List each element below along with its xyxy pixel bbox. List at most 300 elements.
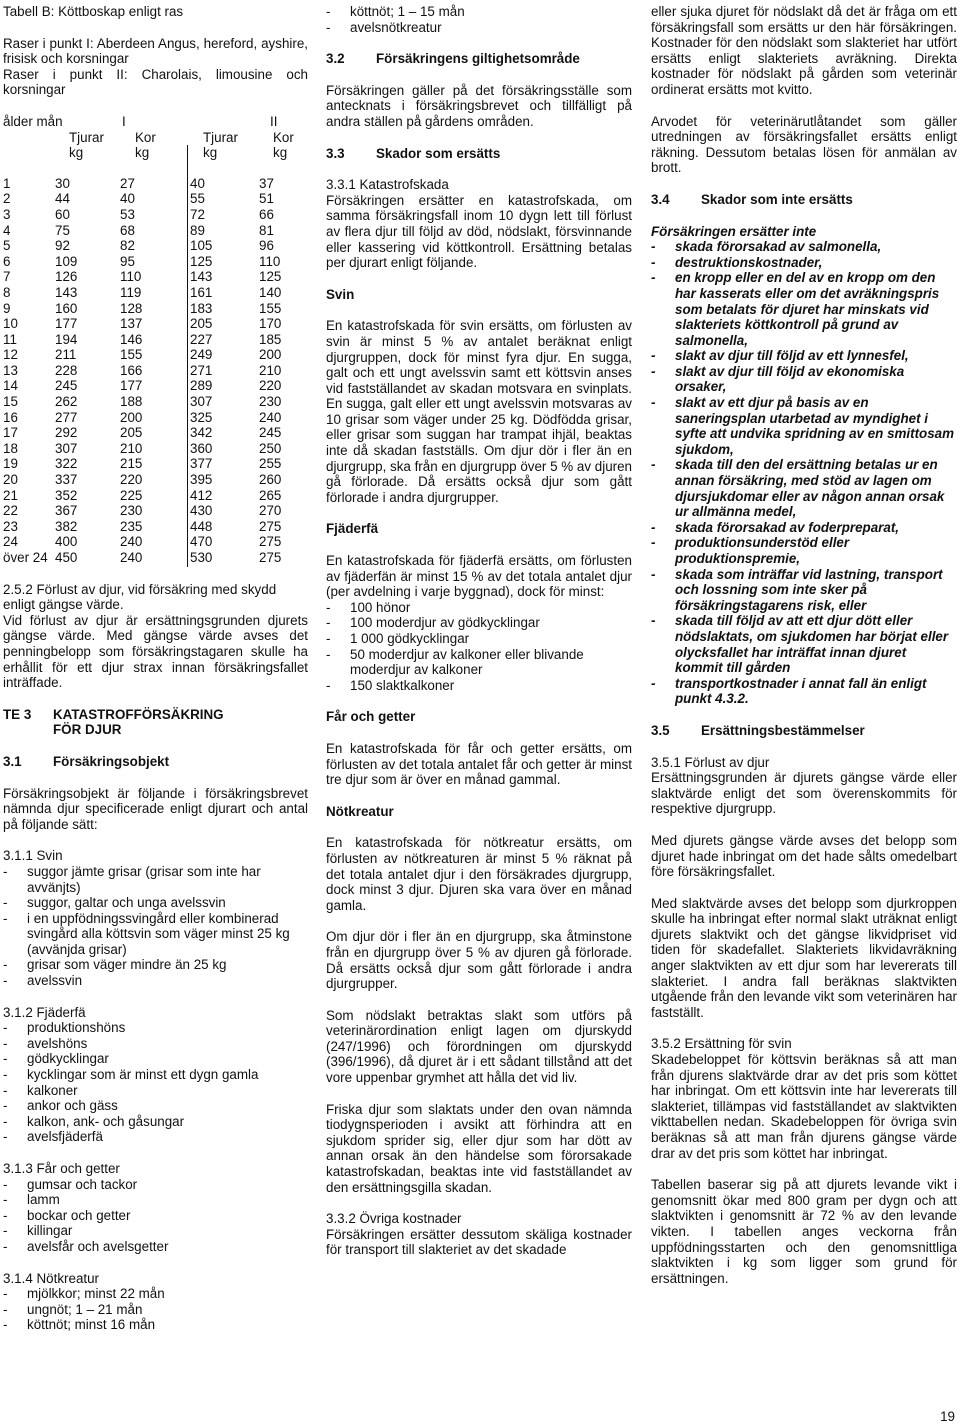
section-title: Försäkringens giltighetsområde: [376, 51, 580, 67]
page-number: 19: [940, 1409, 955, 1425]
weight-cell: 275: [259, 534, 282, 550]
weight-cell: 342: [190, 425, 213, 441]
list-item-text: avelssvin: [27, 973, 83, 989]
weight-cell: 40: [120, 191, 135, 207]
unit: kg: [135, 145, 150, 161]
dash-bullet: -: [3, 1192, 8, 1208]
age-cell: 12: [3, 347, 18, 363]
table-row: [3, 316, 308, 332]
table-row: [3, 269, 308, 285]
section-3-2-heading: [326, 51, 632, 67]
weight-cell: 227: [190, 331, 213, 347]
weight-cell: 205: [120, 425, 143, 441]
weight-cell: 530: [190, 550, 213, 565]
section-3-3-2-text: Försäkringen ersätter dessutom skäliga kostnader för transport till slakteriet av det skadade: [326, 1226, 632, 1258]
table-row: [3, 254, 308, 270]
list-item: [326, 647, 632, 678]
list-item: [3, 911, 308, 958]
list-item: [3, 864, 308, 895]
list-item-text: kalkoner: [27, 1082, 78, 1098]
list-item-text: i en uppfödningssvingård eller kombinerad svingård alla köttsvin som väger minst 25 kg (avvänjda grisar): [27, 910, 290, 957]
table-row: [3, 363, 308, 379]
weight-cell: 277: [55, 409, 78, 425]
weight-cell: 110: [259, 253, 281, 269]
list-item-text: slakt av djur till följd av ekonomiska orsaker,: [675, 363, 905, 395]
section-number: 3.2: [326, 51, 345, 67]
weight-cell: 125: [259, 269, 282, 285]
weight-cell: 137: [120, 316, 143, 332]
table-body: [3, 176, 308, 566]
weight-cell: 96: [259, 238, 274, 254]
group-2-label: II: [270, 113, 278, 129]
weight-cell: 95: [120, 253, 135, 269]
section-number: 3.3: [326, 145, 345, 161]
list-item: [3, 1286, 308, 1302]
list-item: [651, 520, 957, 536]
weight-cell: 275: [259, 550, 282, 565]
dash-bullet: -: [326, 19, 331, 35]
list-item-text: slakt av djur till följd av ett lynnesfel,: [675, 348, 909, 364]
table-row: [3, 534, 308, 550]
weight-cell: 155: [259, 300, 282, 316]
weight-cell: 450: [55, 550, 78, 565]
weight-cell: 249: [190, 347, 213, 363]
weight-cell: 470: [190, 534, 213, 550]
weight-cell: 177: [55, 316, 78, 332]
section-3-1-3-title: 3.1.3 Får och getter: [3, 1161, 120, 1176]
section-3-3-1-title: 3.3.1 Katastrofskada: [326, 177, 449, 193]
list-item-text: destruktionskostnader,: [675, 254, 823, 270]
dash-bullet: -: [651, 675, 656, 691]
dash-bullet: -: [3, 1301, 8, 1317]
table-group-header: [3, 114, 308, 130]
weight-cell: 205: [190, 316, 213, 332]
section-3-5-2-text-1: Skadebeloppet för köttsvin beräknas så att man från djurens slaktvärde drar av det pris som köttet har inbringat. Om ett köttsvin inte har levererats till slakteriet, tillämpas vid fastställandet av slaktvikten vikttabellen nedan. Skadebeloppen för övriga svin beräknas så att man från djurens gängse värde drar av det pris som köttet har inbringat.: [651, 1052, 957, 1161]
fjaderfa-list: [3, 1020, 308, 1145]
age-cell: 8: [3, 284, 11, 300]
weight-cell: 395: [190, 472, 213, 488]
notkreatur-text-3: Som nödslakt betraktas slakt som utförs på veterinärordination enligt lagen om djurskydd (247/1996) och förordningen om djurskydd (396/1996), då djuret är i ett sådant tillstånd att det vore uppenbar grymhet att hålla det vid liv.: [326, 1007, 632, 1086]
weight-cell: 161: [190, 284, 213, 300]
list-item: [3, 1177, 308, 1193]
col-header: Tjurar: [203, 129, 238, 145]
weight-cell: 220: [259, 378, 282, 394]
weight-cell: 230: [120, 503, 143, 519]
weight-cell: 143: [55, 284, 78, 300]
age-cell: 7: [3, 269, 11, 285]
notkreatur-text-2: Om djur dör i fler än en djurgrupp, ska åtminstone från en djurgrupp över 5 % av djuren gå förlorade. Då ersätts också djur som gått förlorade i andra djurgrupper.: [326, 929, 632, 992]
weight-cell: 55: [190, 191, 205, 207]
weight-table: [3, 114, 308, 566]
list-item-text: lamm: [27, 1192, 60, 1208]
age-cell: 16: [3, 409, 18, 425]
section-3-5-1-text-3: Med slaktvärde avses det belopp som djurkroppen skulle ha inbringat efter normal slakt uträknat enligt djurets slaktvikt och det gängse likvidpriset vid tiden för skadefallet. Slakteriets likvidavräkning anger slaktvikten av ett djur som har levererats till slakteriet. I andra fall beräknas slaktvikten utgående från den levande vikt som veterinären har fastställt.: [651, 895, 957, 1020]
list-item-text: skada som inträffar vid lastning, transport och lossning som inte sker på försäkringstagarens risk, eller: [675, 566, 943, 613]
weight-cell: 325: [190, 409, 213, 425]
list-item-text: köttnöt; 1 – 15 mån: [350, 4, 465, 19]
section-3-2-text: Försäkringen gäller på det försäkringsställe som antecknats i försäkringsbrevet och tillfälligt på andra ställen på gårdens områden.: [326, 82, 632, 129]
list-item: [3, 1317, 308, 1333]
list-item-text: 150 slaktkalkoner: [350, 677, 455, 693]
weight-cell: 240: [120, 534, 143, 550]
list-item: [326, 678, 632, 694]
weight-cell: 27: [120, 175, 135, 191]
list-item: [3, 1208, 308, 1224]
section-3-1-2-title: 3.1.2 Fjäderfä: [3, 1004, 86, 1020]
section-3-5-1-text-1: Ersättningsgrunden är djurets gängse värde eller slaktvärde enligt det som överenskommits för respektive djurgrupp.: [651, 770, 957, 817]
table-row: [3, 410, 308, 426]
table-row: [3, 550, 308, 566]
list-item: [3, 1067, 308, 1083]
list-item: [3, 895, 308, 911]
notkreatur-text-1: En katastrofskada för nötkreatur ersätts, om förlusten av nötkreaturen är minst 5 % räknat på det totala antalet djur i den försäkrades djurgrupp, dock minst 3 djur. Djuren ska vara över en månad gamla.: [326, 835, 632, 913]
weight-cell: 289: [190, 378, 213, 394]
list-item-text: ankor och gäss: [27, 1098, 118, 1114]
column-left: [3, 4, 308, 1333]
weight-cell: 215: [120, 456, 143, 472]
weight-cell: 72: [190, 206, 205, 222]
table-divider: [187, 145, 188, 567]
weight-cell: 235: [120, 518, 143, 534]
te3-number: TE 3: [3, 706, 32, 722]
weight-cell: 245: [55, 378, 78, 394]
table-row: [3, 238, 308, 254]
weight-cell: 377: [190, 456, 213, 472]
age-cell: 3: [3, 206, 11, 222]
list-item: [3, 1192, 308, 1208]
section-title: Ersättningsbestämmelser: [701, 722, 865, 738]
section-title: Skador som inte ersätts: [701, 191, 853, 207]
fjaderfa-minimum-list: [326, 600, 632, 694]
list-item-text: avelsfjäderfä: [27, 1129, 103, 1145]
weight-cell: 275: [259, 518, 282, 534]
te3-heading: [3, 707, 308, 738]
age-cell: 23: [3, 518, 18, 534]
list-item: [326, 4, 632, 20]
list-item-text: transportkostnader i annat fall än enligt punkt 4.3.2.: [675, 675, 927, 707]
list-item-text: en kropp eller en del av en kropp om den har kasserats eller om det avräkningspris som betalats för djuret har minskats vid slakteriets köttkontroll på grund av salmonella,: [675, 270, 940, 348]
list-item-text: kycklingar som är minst ett dygn gamla: [27, 1067, 259, 1083]
weight-cell: 183: [190, 300, 213, 316]
age-cell: 21: [3, 487, 18, 503]
table-row: [3, 332, 308, 348]
dash-bullet: -: [3, 1020, 8, 1036]
dash-bullet: -: [326, 646, 331, 662]
list-item-text: köttnöt; minst 16 mån: [27, 1317, 156, 1333]
exclusions-intro: Försäkringen ersätter inte: [651, 223, 817, 239]
svin-list: [3, 864, 308, 989]
exclusions-list: [651, 239, 957, 707]
table-row: [3, 488, 308, 504]
list-item-text: avelsfår och avelsgetter: [27, 1238, 169, 1254]
section-3-5-heading: [651, 723, 957, 739]
dash-bullet: -: [651, 566, 656, 582]
age-cell: 5: [3, 238, 11, 254]
dash-bullet: -: [3, 1082, 8, 1098]
list-item-text: skada till följd av att ett djur dött eller nödslaktats, om sjukdomen har börjat eller olycksfallet har inträffat innan djuret kommit till gården: [675, 613, 949, 676]
table-row: [3, 425, 308, 441]
dash-bullet: -: [651, 519, 656, 535]
dash-bullet: -: [3, 1176, 8, 1192]
age-cell: 17: [3, 425, 18, 441]
dash-bullet: -: [326, 631, 331, 646]
age-cell: 1: [3, 175, 11, 191]
weight-cell: 81: [259, 222, 274, 238]
col-header: Tjurar: [69, 129, 104, 145]
weight-cell: 230: [259, 394, 282, 410]
table-row: [3, 347, 308, 363]
weight-cell: 262: [55, 394, 78, 410]
list-item-text: killingar: [27, 1223, 73, 1239]
age-cell: 22: [3, 503, 18, 519]
notkreatur-list-continued: [326, 4, 632, 35]
weight-cell: 240: [259, 409, 282, 425]
weight-cell: 292: [55, 425, 78, 441]
list-item: [3, 957, 308, 973]
weight-cell: 322: [55, 456, 78, 472]
section-3-3-1-text: Försäkringen ersätter en katastrofskada, om samma försäkringsfall inom 10 dygn lett till förlust av flera djur till följd av död, nödslakt, försvinnande eller kassering vid köttkontroll. Ersättning betalas per djurart enligt följande.: [326, 192, 632, 271]
table-row: [3, 441, 308, 457]
nodslakt-text: eller sjuka djuret för nödslakt då det är fråga om ett försäkringsfall som ersätts ur den här försäkringen. Kostnader för den nödslakt som slakteriet har utfört ersätts enligt slakteriets avräkning. Direkta kostnader för nödslakt på gården som veterinär ordinerat ersätts mot kvitto.: [651, 4, 957, 97]
age-cell: 20: [3, 472, 18, 488]
unit: kg: [203, 145, 218, 161]
list-item-text: 100 moderdjur av gödkycklingar: [350, 615, 540, 631]
weight-cell: 194: [55, 331, 78, 347]
weight-cell: 37: [259, 175, 274, 191]
weight-cell: 360: [190, 440, 213, 456]
age-cell: 13: [3, 362, 18, 378]
dash-bullet: -: [3, 1286, 8, 1302]
weight-cell: 211: [55, 347, 77, 363]
dash-bullet: -: [651, 270, 656, 286]
breed-group-1: Raser i punkt I: Aberdeen Angus, hereford, ayshire, frisisk och korsningar: [3, 35, 308, 67]
weight-cell: 40: [190, 175, 205, 191]
weight-cell: 110: [120, 269, 142, 285]
section-3-3-heading: [326, 146, 632, 162]
weight-cell: 271: [190, 362, 213, 378]
dash-bullet: -: [326, 677, 331, 693]
dash-bullet: -: [3, 1113, 8, 1129]
weight-cell: 255: [259, 456, 282, 472]
age-cell: 10: [3, 316, 18, 332]
weight-cell: 89: [190, 222, 205, 238]
list-item: [3, 1114, 308, 1130]
te3-title-line1: KATASTROFFÖRSÄKRING: [53, 706, 224, 722]
weight-cell: 119: [120, 284, 142, 300]
age-cell: 18: [3, 440, 18, 456]
table-unit-row: [3, 145, 308, 161]
list-item-text: suggor jämte grisar (grisar som inte har avvänjts): [27, 863, 261, 895]
col-header: Kor: [135, 129, 156, 145]
dash-bullet: -: [651, 239, 656, 255]
section-3-4-heading: [651, 192, 957, 208]
weight-cell: 430: [190, 503, 213, 519]
dash-bullet: -: [651, 457, 656, 473]
weight-cell: 250: [259, 440, 282, 456]
list-item: [651, 364, 957, 395]
weight-cell: 240: [120, 550, 143, 565]
list-item: [651, 270, 957, 348]
dash-bullet: -: [3, 1035, 8, 1051]
list-item: [3, 1239, 308, 1255]
dash-bullet: -: [3, 910, 8, 926]
list-item: [326, 20, 632, 36]
weight-cell: 200: [120, 409, 143, 425]
list-item: [651, 676, 957, 707]
dash-bullet: -: [651, 254, 656, 270]
list-item-text: avelshöns: [27, 1035, 88, 1051]
section-3-1-text: Försäkringsobjekt är följande i försäkringsbrevet nämnda djur specificerade enligt djurart och antal på följande sätt:: [3, 785, 308, 832]
breed-group-2: Raser i punkt II: Charolais, limousine och korsningar: [3, 66, 308, 98]
list-item-text: kalkon, ank- och gåsungar: [27, 1113, 185, 1129]
section-2-5-2-text: Vid förlust av djur är ersättningsgrunden djurets gängse värde. Med gängse värde avses det penningbelopp som försäkringstagaren skulle ha erhållit för ett djur strax innan försäkringsfallet inträffade.: [3, 612, 308, 691]
far-getter-heading: Får och getter: [326, 709, 416, 725]
column-middle: [326, 4, 632, 1258]
list-item: [3, 1083, 308, 1099]
section-title: Försäkringsobjekt: [53, 753, 170, 769]
weight-cell: 75: [55, 222, 70, 238]
svin-text: En katastrofskada för svin ersätts, om förlusten av svin är minst 5 % av antalet beräknat enligt djurgruppen, dock för minst fyra djur. En sugga, galt och ett ungt avelssvin samt ett köttsvin anses vid fastställandet av skadan motsvara en svinplats. En sugga, galt eller ett ungt avelssvin motsvaras av 10 grisar som väger under 25 kg. Dödfödda grisar, eller grisar som suggan har trampat ihjäl, beaktas inte då skadan fastställs. Om djur dör i fler än en djurgrupp, ska från en djurgrupp över 5 % av djuren gå förlorade. Då ersätts också djur som gått förlorade i andra djurgrupper.: [326, 318, 632, 505]
weight-cell: 82: [120, 238, 135, 254]
section-number: 3.4: [651, 191, 670, 207]
table-title: Tabell B: Köttboskap enligt ras: [3, 4, 184, 19]
section-3-3-2-title: 3.3.2 Övriga kostnader: [326, 1211, 462, 1227]
weight-cell: 188: [120, 394, 143, 410]
dash-bullet: -: [326, 615, 331, 631]
weight-cell: 60: [55, 206, 70, 222]
weight-cell: 270: [259, 503, 282, 519]
weight-cell: 260: [259, 472, 282, 488]
notkreatur-heading: Nötkreatur: [326, 803, 394, 819]
dash-bullet: -: [651, 613, 656, 629]
table-row: [3, 176, 308, 192]
list-item: [651, 239, 957, 255]
list-item: [3, 1223, 308, 1239]
table-row: [3, 378, 308, 394]
age-cell: 6: [3, 253, 11, 269]
list-item-text: avelsnötkreatur: [350, 19, 442, 35]
table-row: [3, 394, 308, 410]
list-item: [651, 567, 957, 614]
section-2-5-2-title: 2.5.2 Förlust av djur, vid försäkring med skydd enligt gängse värde.: [3, 581, 277, 613]
svin-heading: Svin: [326, 286, 355, 302]
arvode-text: Arvodet för veterinärutlåtandet som gäller utredningen av försäkringsfallet ersätts enligt räkning. Dessutom betalas lösen för anmälan av brott.: [651, 113, 957, 176]
weight-cell: 265: [259, 487, 282, 503]
weight-cell: 30: [55, 175, 70, 191]
list-item: [3, 1129, 308, 1145]
weight-cell: 92: [55, 238, 70, 254]
dash-bullet: -: [3, 957, 8, 973]
age-cell: 15: [3, 394, 18, 410]
age-cell: 2: [3, 191, 11, 207]
weight-cell: 228: [55, 362, 78, 378]
dash-bullet: -: [3, 895, 8, 911]
far-getter-text: En katastrofskada för får och getter ersätts, om förlusten av det totala antalet får och getter är minst tre djur som är över en månad gammal.: [326, 740, 632, 788]
dash-bullet: -: [3, 1207, 8, 1223]
weight-cell: 53: [120, 206, 135, 222]
list-item-text: slakt av ett djur på basis av en saneringsplan utarbetad av myndighet i syfte att undvika spridning av en smittosam sjukdom,: [675, 395, 955, 457]
far-getter-list: [3, 1177, 308, 1255]
dash-bullet: -: [3, 1317, 8, 1333]
table-row: [3, 519, 308, 535]
age-label: ålder mån: [3, 113, 63, 129]
te3-title-line2: FÖR DJUR: [53, 722, 122, 738]
section-3-1-4-title: 3.1.4 Nötkreatur: [3, 1270, 100, 1286]
list-item-text: gödkycklingar: [27, 1051, 109, 1067]
list-item: [3, 1302, 308, 1318]
weight-cell: 170: [259, 316, 282, 332]
list-item: [3, 1051, 308, 1067]
column-right: [651, 4, 957, 1286]
group-1-label: I: [122, 113, 126, 129]
weight-cell: 51: [259, 191, 274, 207]
section-number: 3.5: [651, 722, 670, 738]
list-item: [651, 535, 957, 566]
dash-bullet: -: [3, 1238, 8, 1254]
weight-cell: 448: [190, 518, 213, 534]
list-item-text: 1 000 gödkycklingar: [350, 631, 470, 646]
weight-cell: 382: [55, 518, 78, 534]
list-item: [651, 395, 957, 457]
list-item: [3, 973, 308, 989]
unit: kg: [273, 145, 288, 161]
age-cell: 11: [3, 331, 17, 347]
dash-bullet: -: [326, 599, 331, 615]
list-item-text: 50 moderdjur av kalkoner eller blivande moderdjur av kalkoner: [350, 646, 584, 678]
weight-cell: 412: [190, 487, 213, 503]
section-3-1-heading: [3, 754, 308, 770]
weight-cell: 200: [259, 347, 282, 363]
dash-bullet: -: [3, 1051, 8, 1067]
list-item: [3, 1036, 308, 1052]
weight-cell: 177: [120, 378, 143, 394]
table-row: [3, 301, 308, 317]
list-item: [651, 348, 957, 364]
dash-bullet: -: [651, 535, 656, 551]
age-cell: över 24: [3, 550, 48, 565]
table-row: [3, 456, 308, 472]
fjaderfa-text: En katastrofskada för fjäderfä ersätts, om förlusten av fjäderfän är minst 15 % av det totala antalet djur (per avdelning i varje byggnad), dock för minst:: [326, 553, 632, 600]
section-3-1-1-title: 3.1.1 Svin: [3, 848, 63, 864]
weight-cell: 337: [55, 472, 78, 488]
weight-cell: 166: [120, 362, 143, 378]
list-item: [3, 1098, 308, 1114]
list-item-text: bockar och getter: [27, 1207, 131, 1223]
dash-bullet: -: [3, 1067, 8, 1083]
age-cell: 4: [3, 222, 11, 238]
list-item: [326, 600, 632, 616]
weight-cell: 126: [55, 269, 78, 285]
weight-cell: 225: [120, 487, 143, 503]
unit: kg: [69, 145, 84, 161]
age-cell: 14: [3, 378, 18, 394]
weight-cell: 210: [120, 440, 143, 456]
list-item-text: 100 hönor: [350, 599, 411, 615]
table-column-header: [3, 130, 308, 146]
dash-bullet: -: [3, 1223, 8, 1239]
dash-bullet: -: [3, 1129, 8, 1145]
table-row: [3, 285, 308, 301]
section-3-5-1-title: 3.5.1 Förlust av djur: [651, 754, 770, 770]
weight-cell: 140: [259, 284, 282, 300]
weight-cell: 109: [55, 253, 78, 269]
weight-cell: 128: [120, 300, 143, 316]
section-number: 3.1: [3, 753, 22, 769]
list-item-text: produktionsunderstöd eller produktionspremie,: [675, 535, 850, 566]
table-row: [3, 191, 308, 207]
weight-cell: 210: [259, 362, 282, 378]
dash-bullet: -: [3, 1098, 8, 1114]
